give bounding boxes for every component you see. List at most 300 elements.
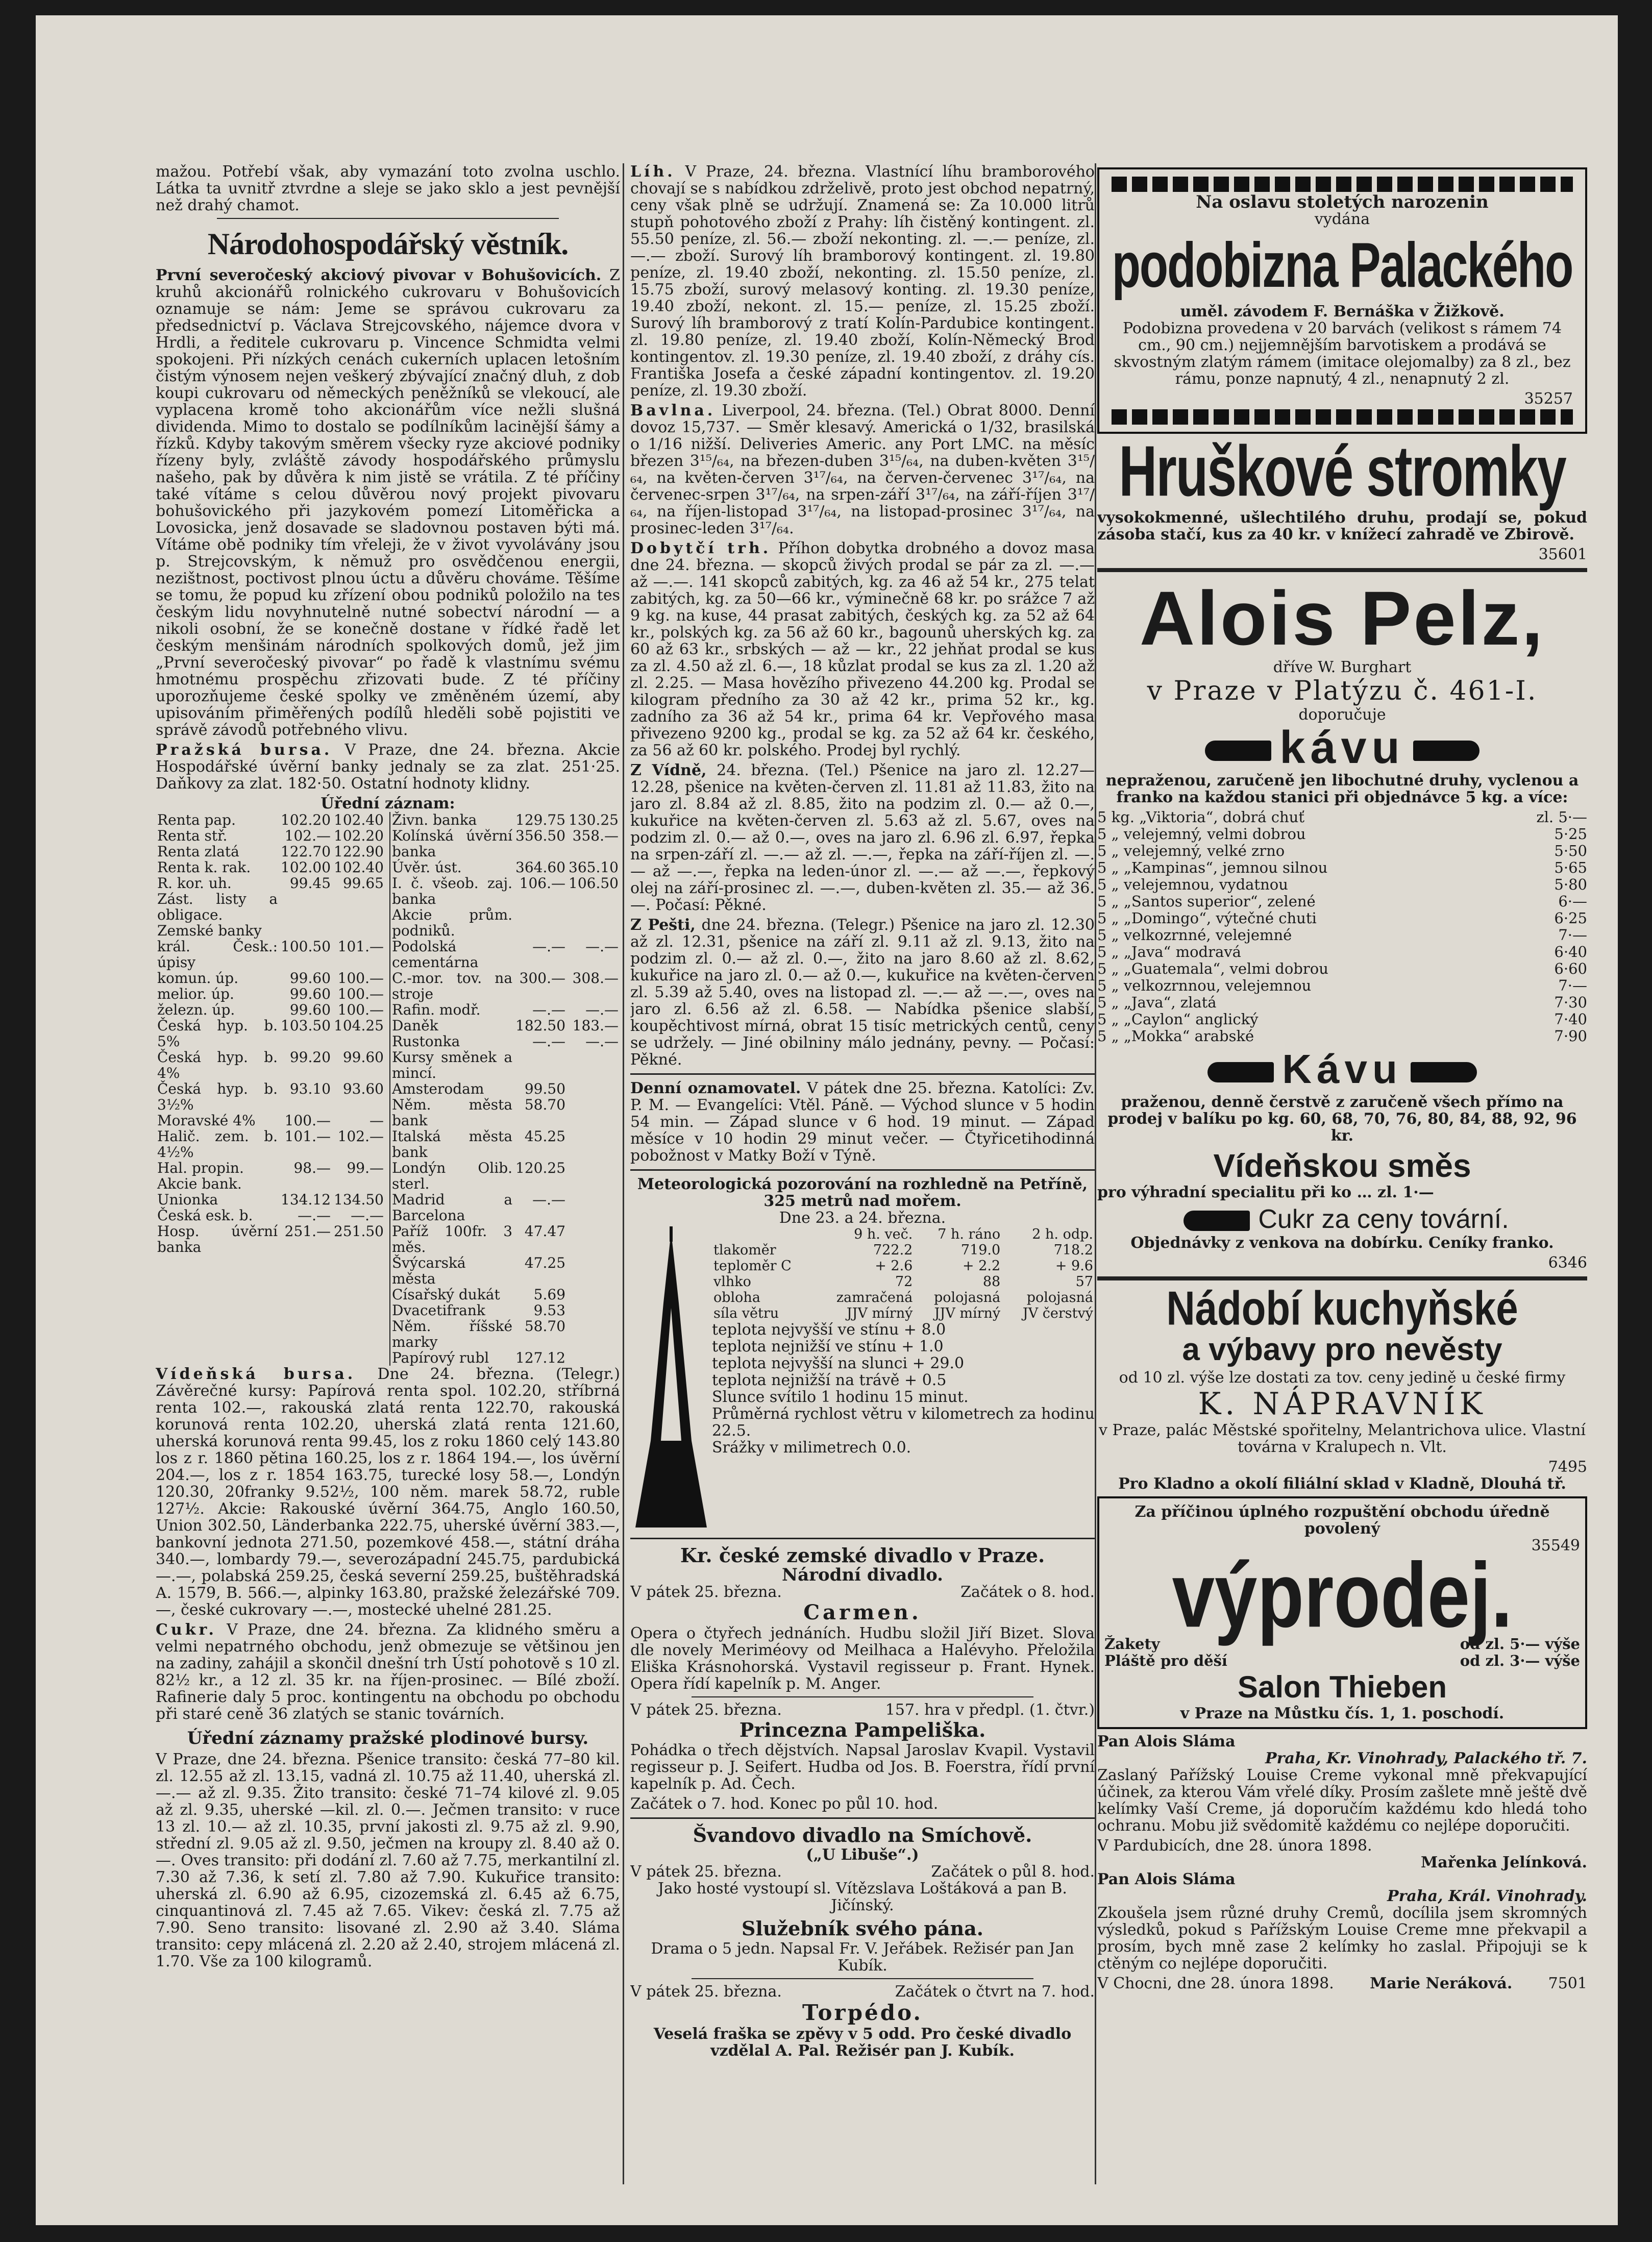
show-description: Drama o 5 jedn. Napsal Fr. V. Jeřábek. Režisér pan Jan Kubík. <box>651 1940 1074 1975</box>
table-cell: 57 <box>1075 1274 1093 1290</box>
table-cell: 98.— <box>293 1160 331 1176</box>
table-cell: 99.65 <box>342 875 384 892</box>
table-cell: 134.50 <box>334 1191 384 1208</box>
table-cell: Madrid a Barcelona <box>392 1191 513 1224</box>
article-cattle <box>630 540 1095 759</box>
table-row <box>390 828 620 859</box>
table-cell: 100.— <box>284 1112 331 1129</box>
article-title: Denní oznamovatel. <box>630 1079 801 1097</box>
pointing-hand-icon <box>1205 741 1271 761</box>
table-cell <box>567 1223 620 1255</box>
table-cell: JV čerstvý <box>1022 1305 1093 1321</box>
ad-code: 35601 <box>1538 546 1587 563</box>
table-row <box>156 1160 385 1176</box>
article-body: 24. března. (Tel.) Pšenice na jaro zl. 12.27—12.28, pšenice na květen-červen zl. 11.81 až 11.83, žito na jaro zl. 8.84 až zl. 8.85, žito na podzim zl. 0.— až 0.—, kukuřice na květen-červen zl. 5.63 až zl. 5.67, oves na podzim zl. 0.— až 0.—, oves na jaro zl. 6.96 zl. 6.97, řepka na srpen-září zl. —.— až zl. —.—, řepka na září-říjen zl. —.— až —.—, řepka na leden-únor zl. —.— až —.—, řepkový olej na září-prosinec zl. —.—, duben-květen zl. 35.— až 36.—. Počasí: Pěkné. <box>630 761 1095 914</box>
ad-headline: Na oslavu stoletých narozenin <box>1196 192 1489 212</box>
price-item: 5 „ „Guatemala“, velmi dobrou <box>1097 960 1328 977</box>
table-cell: 251.— <box>284 1223 331 1240</box>
article-bourse <box>156 742 620 792</box>
ad-title: výprodej. <box>1172 1543 1513 1646</box>
price-value: 5·65 <box>1554 859 1587 876</box>
table-cell: 365.10 <box>569 859 619 876</box>
ad-address: v Praze na Můstku čís. 1, 1. poschodí. <box>1180 1705 1505 1722</box>
table-cell: + 2.2 <box>963 1258 1001 1274</box>
price-item: 5 „ „Mokka“ arabské <box>1097 1027 1254 1045</box>
price-value: 7·40 <box>1554 1011 1587 1028</box>
testimonial-1 <box>1097 1733 1587 1871</box>
coffee-price-list <box>1097 809 1587 1045</box>
offer-item: Žakety <box>1104 1635 1160 1653</box>
show-title: Carmen. <box>803 1600 922 1624</box>
ad-border-ornament <box>1112 177 1573 192</box>
meteo-block <box>630 1226 1095 1533</box>
table-cell: 300.— <box>519 970 566 987</box>
table-cell: komun. úp. <box>157 970 239 987</box>
testimonial-recipient: Pan Alois Sláma <box>1097 1733 1236 1751</box>
table-cell: 99.50 <box>524 1080 566 1097</box>
table-cell: Halič. zem. b. 4½% <box>157 1128 278 1161</box>
ad-pear-trees <box>1097 431 1587 563</box>
show-description: Veselá fraška se zpěvy v 5 odd. Pro české divadlo vzdělal A. Pal. Režisér pan J. Kubík. <box>653 2025 1072 2060</box>
table-cell: 102.20 <box>334 827 384 844</box>
show-row <box>630 1983 1095 2000</box>
table-row <box>156 875 385 891</box>
show-time: Začátek o půl 8. hod. <box>931 1863 1095 1881</box>
ad-code: 35257 <box>1524 390 1573 408</box>
table-cell: JJV mírný <box>846 1305 913 1321</box>
table-cell <box>567 1097 620 1128</box>
table-cell: 99.45 <box>289 875 331 892</box>
table-cell: 100.— <box>337 986 384 1002</box>
table-cell: 7 h. ráno <box>938 1226 1001 1242</box>
table-row <box>156 1018 385 1049</box>
table-cell <box>567 1318 620 1350</box>
article-body: V Praze, 24. března. Vlastnící líhu bramborového chovají se s nabídkou zdrželivě, proto jest obchod nepatrný, ceny však plně se udržují. Znamená se: Za 10.000 litrů stupň pohotového zboží z Prahy: líh čistěný kontingent. zl. 55.50 peníze, zl. 56.— zboží nekonting. zl. —.— peníze, zl. —.— zboží. Surový líh bramborový kontingent. zl. 19.80 peníze, zl. 19.40 zboží, nekonting. zl. 15.50 peníze, zl. 15.75 zboží, surový melasový konting. zl. 19.30 peníze, 19.40 zboží, nekont. zl. 15.— peníze, zl. 15.25 zboží. Surový líh bramborový z tratí Kolín-Pardubice kontingent. zl. 19.80 peníze, zl. 19.40 zboží, Kolín-Německý Brod kontingentov. zl. 19.30 peníze, zl. 19.40 zboží, z dráhy cís. Františka Josefa a české západní kontingentov. zl. 19.20 peníze, zl. 19.30 zboží. <box>630 163 1095 400</box>
section-title: Národohospodářský věstník. <box>207 227 569 261</box>
table-cell: 101.— <box>284 1128 331 1145</box>
table-cell: Papírový rubl <box>392 1349 489 1366</box>
table-cell: zamračená <box>836 1290 913 1305</box>
show-footer: Začátek o 7. hod. Konec po půl 10. hod. <box>630 1795 939 1813</box>
show-date: V pátek 25. března. <box>630 1701 782 1719</box>
table-cell: 106.— <box>519 875 566 892</box>
article-title: Bavlna. <box>630 402 716 420</box>
offer-item: Pláště pro děší <box>1104 1652 1227 1669</box>
table-cell <box>567 1128 620 1160</box>
table-cell: I. č. všeob. zaj. banka <box>392 875 513 907</box>
article-pest <box>630 917 1095 1068</box>
show-description: Pohádka o třech dějstvích. Napsal Jaroslav Kvapil. Vystavil regisseur p. J. Seifert. Hudba od Jos. B. Foerstra, řídí první kapelník p. Ad. Čech. <box>630 1741 1095 1793</box>
table-cell: železn. úp. <box>157 1001 235 1018</box>
table-cell: 120.25 <box>515 1160 566 1176</box>
table-cell <box>332 1176 385 1192</box>
table-row <box>390 1287 620 1302</box>
table-cell: 103.50 <box>281 1017 331 1034</box>
table-cell: Hal. propin. <box>157 1160 244 1176</box>
table-cell: 722.2 <box>873 1242 913 1258</box>
article-body: V pátek dne 25. března. Katolíci: Zv. P. M. — Evangelíci: Vtěl. Páně. — Východ slunce v 5 hodin 54 min. — Západ slunce v 6 hod. 19 minut. — Západ měsíce v 10 hodin 29 minut večer. — Čtyřicetihodinná pobožnost v Matky Boží v Týně. <box>630 1079 1095 1165</box>
table-cell: Renta stř. <box>157 827 228 844</box>
theatre-title: Kr. české zemské divadlo v Praze. <box>680 1544 1045 1567</box>
table-row <box>156 1049 385 1081</box>
table-cell: — <box>369 1112 384 1129</box>
theatre-subtitle: Národní divadlo. <box>781 1565 944 1585</box>
article-brewery <box>156 267 620 738</box>
table-cell: Rafin. modř. <box>392 1001 481 1018</box>
price-value: 5·80 <box>1554 876 1587 893</box>
daily-notice <box>630 1080 1095 1164</box>
table-cell <box>567 1049 620 1081</box>
table-row <box>712 1258 1095 1274</box>
table-row <box>390 939 620 970</box>
table-cell: teploměr C <box>713 1258 792 1274</box>
table-cell: 99.60 <box>289 1001 331 1018</box>
ad-body: vysokokmenné, ušlechtilého druhu, prodají se, pokud zásoba stačí, kus za 40 kr. v knížecí zahradě ve Zbirově. <box>1097 509 1587 544</box>
price-item: 5 „ velejemný, velmi dobrou <box>1097 825 1306 843</box>
price-row <box>1097 960 1587 977</box>
testimonial-body: Zaslaný Pařížský Louise Creme vykonal mně překvapující účinek, za kterou Vám vřelé díky. Prosím zašlete mně ještě dvě kelímky Vaší Creme, já doporučím každému kdo hledá toho ochranu. Mobu již svědomitě každému co nejlépe doporučiti. <box>1097 1766 1587 1835</box>
article-body: V Praze, dne 24. března. Akcie Hospodářské úvěrní banky jednaly se za zlat. 251·25. Daňkovy za zlat. 182·50. Ostatní hodnoty klidny. <box>156 741 620 793</box>
meteo-date: Dne 23. a 24. března. <box>779 1209 946 1227</box>
table-cell: Kolínská úvěrní banka <box>392 827 513 860</box>
grain-body: V Praze, dne 24. března. Pšenice transito: česká 77–80 kil. zl. 12.55 až zl. 13.15, vadná zl. 10.75 až 11.40, uherská zl. —.— až zl. 9.35. Žito transito: české 71–74 kilové zl. 9.05 až zl. 9.35, uherské —kil. zl. 0.—. Ječmen transito: v ruce 13 zl. 10.— až zl. 10.35, první jakosti zl. 9.75 až zl. 9.90, střední zl. 9.05 až zl. 9.50, ječmen na kroupy zl. 8.40 až 0.—. Oves transito: při dodání zl. 7.60 až 7.75, merkantilní zl. 7.30 až 7.36, k setí zl. 7.80 až 7.90. Kukuřice transito: uherská zl. 6.90 až 6.95, cizozemská zl. 6.45 až 6.75, cinquantinová zl. 7.45 až 7.65. Vikev: česká zl. 7.75 až 7.90. Seno transito: lisované zl. 2.90 až 3.40. Sláma transito: cepy mlácená zl. 2.20 až 2.40, strojem mlácená zl. 1.70. Vše za 100 kilogramů. <box>156 1751 620 1970</box>
table-cell: 47.47 <box>524 1223 566 1240</box>
table-cell: 99.60 <box>342 1049 384 1066</box>
show-description: Opera o čtyřech jednáních. Hudbu složil Jiří Bizet. Slova dle novely Meriméovy od Meilhaca a Halévyho. Přeložila Eliška Krásnohorská. Vystavil regisseur p. Frant. Hynek. Opera řídí kapelník p. M. Anger. <box>630 1624 1095 1693</box>
table-cell: Paříž 100fr. 3 měs. <box>392 1223 513 1255</box>
article-body: Dne 24. března. (Telegr.) Závěrečné kursy: Papírová renta spol. 102.20, stříbrná renta 102.—, rakouská zlatá renta 122.70, rakouská korunová renta 102.20, uherská zlatá renta 121.60, uherská korunová renta 99.45, los z roku 1860 celý 143.80 los z r. 1860 pětina 160.25, los z r. 1864 194.—, los úvěrní 204.—, los z r. 1854 163.75, turecké losy 58.—, Londýn 120.30, 20franky 9.52½, 100 něm. marek 58.72, ruble 127½. Akcie: Rakouské úvěrní 364.75, Anglo 160.50, Union 302.50, Länderbanka 222.75, uherské úvěrní 383.—, bankovní jednota 271.50, pozemkové 458.—, státní dráha 340.—, lombardy 79.—, severozápadní 245.75, pardubická —.—, polabská 259.25, česká severní 259.25, buštěhradská A. 1579, B. 566.—, alpinky 163.80, pražské železářské 709.—, české cukrovary —.—, mostecké uhelné 281.25. <box>156 1365 620 1619</box>
article-vienna-bourse <box>156 1366 620 1618</box>
table-cell: —.— <box>532 1001 566 1018</box>
table-cell: 99.60 <box>289 986 331 1002</box>
price-item: 5 „ velejemný, velké zrno <box>1097 842 1285 859</box>
meteo-extra <box>712 1321 1095 1456</box>
ad-title: Alois Pelz, <box>1139 575 1545 661</box>
table-row <box>390 1049 620 1081</box>
table-cell: Podolská cementárna <box>392 938 479 971</box>
price-row <box>1097 994 1587 1011</box>
column-rule <box>1095 163 1096 2184</box>
ad-title-line2: a výbavy pro nevěsty <box>1182 1332 1502 1367</box>
price-row <box>1097 843 1587 859</box>
ad-address: v Praze v Platýzu č. 461-I. <box>1147 676 1538 706</box>
table-cell: 58.70 <box>524 1318 566 1335</box>
column-rule <box>623 163 624 2184</box>
ad-kavu-heading <box>1097 1045 1587 1094</box>
ad-subline: vydána <box>1314 210 1370 228</box>
table-cell: 102.40 <box>334 811 384 828</box>
table-cell: 93.10 <box>289 1080 331 1097</box>
table-row <box>390 859 620 875</box>
price-value: 7·90 <box>1554 1027 1587 1045</box>
table-row <box>156 859 385 875</box>
ad-headline: Za příčinou úplného rozpuštění obchodu úředně povolený <box>1135 1503 1550 1538</box>
table-cell: Něm. říšské marky <box>392 1318 513 1350</box>
table-cell: 100.— <box>337 1001 384 1018</box>
article-title: Vídeňská bursa. <box>156 1365 356 1383</box>
show-date: V pátek 25. března. <box>630 1863 782 1881</box>
table-row <box>390 1318 620 1350</box>
table-row <box>156 970 385 986</box>
ad-kavu-heading <box>1097 723 1587 772</box>
ad-company: K. NÁPRAVNÍK <box>1198 1386 1487 1422</box>
table-row <box>390 1302 620 1318</box>
ad-napravnik <box>1097 1281 1587 1493</box>
price-row <box>1097 944 1587 960</box>
table-row <box>390 1018 620 1033</box>
show-title: Torpédo. <box>802 2000 923 2025</box>
ad-palacky <box>1097 167 1587 434</box>
price-value: zl. 5·— <box>1536 808 1587 826</box>
table-cell: vlhko <box>713 1274 751 1290</box>
meteo-line: teplota nejnižší ve stínu + 1.0 <box>712 1338 944 1356</box>
table-cell: + 2.6 <box>875 1258 913 1274</box>
ad-code: 6346 <box>1548 1254 1587 1272</box>
table-row <box>156 828 385 844</box>
table-cell: 2 h. odp. <box>1032 1226 1093 1242</box>
table-row <box>390 1160 620 1192</box>
show-time: 157. hra v předpl. (1. čtvr.) <box>885 1701 1095 1719</box>
table-cell: —.— <box>351 1207 384 1224</box>
pointing-hand-icon <box>1183 1211 1250 1231</box>
price-row <box>1097 1011 1587 1028</box>
table-cell: Akcie prům. podniků. <box>392 906 513 939</box>
table-row <box>712 1226 1095 1242</box>
price-item: 5 „ „Caylon“ anglický <box>1097 1011 1259 1028</box>
table-cell: Moravské 4% <box>157 1112 256 1129</box>
table-row <box>712 1274 1095 1290</box>
table-row <box>390 1002 620 1018</box>
price-row <box>1097 876 1587 893</box>
article-body: Liverpool, 24. března. (Tel.) Obrat 8000. Denní dovoz 15,737. — Směr klesavý. Americká o 1/32, brasilská o 1/16 nižší. Deliveries Americ. any Port LMC. na měsíc březen 3¹⁵/₆₄, na březen-duben 3¹⁵/₆₄, na duben-květen 3¹⁵/₆₄, na květen-červen 3¹⁷/₆₄, na červen-červenec 3¹⁷/₆₄, na červenec-srpen 3¹⁷/₆₄, na srpen-září 3¹⁷/₆₄, na září-říjen 3¹⁷/₆₄, na říjen-listopad 3¹⁷/₆₄, na listopad-prosinec 3¹⁷/₆₄, na prosinec-leden 3¹⁷/₆₄. <box>630 402 1095 537</box>
table-cell: 129.75 <box>515 811 566 828</box>
ad-body: pro výhradní specialitu při ko … zl. 1·— <box>1097 1184 1434 1201</box>
article-intro: mažou. Potřebí však, aby vymazání toto zvolna uschlo. Látka ta uvnitř ztvrdne a sleje se jako sklo a jest pevnější než drahý chamot. <box>156 163 620 214</box>
table-cell: 102.20 <box>281 811 331 828</box>
article-vienna <box>630 762 1095 914</box>
column-markets <box>630 163 1095 2189</box>
table-cell: 127.12 <box>515 1349 566 1366</box>
show-row <box>630 1584 1095 1600</box>
article-title: Líh. <box>630 163 676 181</box>
ad-company: Salon Thieben <box>1237 1670 1447 1704</box>
article-title: Z Pešti, <box>630 916 696 934</box>
meteo-line: Srážky v milimetrech 0.0. <box>712 1439 911 1457</box>
table-cell: 102.— <box>284 827 331 844</box>
price-item: 5 „ „Domingo“, výtečné chuti <box>1097 909 1317 927</box>
meteo-line: Průměrná rychlost větru v kilometrech za hodinu 22.5. <box>712 1405 1095 1440</box>
meteo-line: teplota nejvyšší ve stínu + 8.0 <box>712 1321 946 1339</box>
price-value: 6·40 <box>1554 943 1587 960</box>
show-title: Služebník svého pána. <box>742 1917 983 1940</box>
ad-thieben <box>1097 1496 1587 1729</box>
table-cell <box>514 907 567 939</box>
table-cell: 183.— <box>572 1017 619 1034</box>
table-cell: 47.25 <box>524 1254 566 1271</box>
table-cell: Zemské banky <box>157 922 262 939</box>
show-date: V pátek 25. března. <box>630 1583 782 1601</box>
table-cell <box>514 1049 567 1081</box>
table-cell: 99.60 <box>289 970 331 987</box>
meteo-subtitle: 325 metrů nad mořem. <box>763 1192 961 1210</box>
article-title: Cukr. <box>156 1621 217 1639</box>
table-cell: 358.— <box>572 827 619 844</box>
price-value: 6·25 <box>1554 909 1587 927</box>
table-cell <box>332 923 385 939</box>
price-value: 5·25 <box>1554 825 1587 843</box>
table-cell: polojasná <box>1026 1290 1093 1305</box>
ad-title: podobizna Palackého <box>1112 230 1573 301</box>
table-cell: 88 <box>982 1274 1001 1290</box>
table-cell: polojasná <box>933 1290 1001 1305</box>
meteo-table <box>712 1226 1095 1321</box>
table-cell: 100.50 <box>281 938 331 955</box>
table-cell: 102.40 <box>334 859 384 876</box>
price-item: 5 „ „Java“ modravá <box>1097 943 1241 960</box>
meteo-line: teplota nejnižší na trávě + 0.5 <box>712 1371 947 1389</box>
table-row <box>390 875 620 907</box>
price-row <box>1097 893 1587 910</box>
ad-body: praženou, denně čerstvě z zaručeně všech přímo na prodej v balíku po kg. 60, 68, 70, 76, 80, 84, 88, 92, 96 kr. <box>1107 1093 1577 1145</box>
meteo-title: Meteorologická pozorování na rozhledně na Petříně, <box>637 1175 1088 1193</box>
table-row <box>712 1242 1095 1258</box>
show-title: Princezna Pampeliška. <box>739 1718 986 1741</box>
table-cell: 72 <box>895 1274 913 1290</box>
price-row <box>1097 977 1587 994</box>
offer-price: od zl. 3·— výše <box>1460 1652 1580 1669</box>
table-cell: Daněk <box>392 1017 438 1034</box>
table-cell: melior. úp. <box>157 986 234 1002</box>
ad-title: Hruškové stromky <box>1119 431 1566 512</box>
table-header: Úřední záznam: <box>320 795 455 812</box>
table-row <box>712 1305 1095 1321</box>
ad-title: Nádobí kuchyňské <box>1166 1281 1518 1335</box>
price-value: 7·— <box>1558 977 1587 994</box>
meteo-line: Slunce svítilo 1 hodinu 15 minut. <box>712 1388 969 1406</box>
article-title: Z Vídně, <box>630 761 707 779</box>
meteo-line: teplota nejvyšší na slunci + 29.0 <box>712 1354 965 1372</box>
table-cell <box>567 1302 620 1318</box>
table-cell: —.— <box>585 938 619 955</box>
table-cell <box>567 1081 620 1097</box>
table-cell: 58.70 <box>524 1096 566 1113</box>
ad-body: od 10 zl. výše lze dostati za tov. ceny jedině u české firmy <box>1119 1369 1566 1387</box>
table-row <box>390 907 620 939</box>
ad-code: 7495 <box>1548 1458 1587 1476</box>
table-cell: —.— <box>532 1033 566 1050</box>
price-row <box>1097 910 1587 927</box>
price-value: 7·30 <box>1554 994 1587 1011</box>
table-row <box>390 812 620 828</box>
ad-branch: Pro Kladno a okolí filiální sklad v Kladně, Dlouhá tř. <box>1118 1475 1566 1493</box>
ad-body: nepraženou, zaručeně jen libochutné druhy, vyclenou a franko na každou stanici při objednávce 5 kg. a více: <box>1105 772 1579 806</box>
table-cell <box>279 1176 332 1192</box>
table-cell: Císařský dukát <box>392 1286 500 1303</box>
table-cell: Česká esk. b. <box>157 1207 253 1224</box>
show-row <box>630 1702 1095 1718</box>
table-cell: 45.25 <box>524 1128 566 1145</box>
ad-byline: uměl. závodem F. Bernáška v Žižkově. <box>1180 303 1505 321</box>
newspaper-page <box>36 15 1618 2225</box>
table-row <box>156 1002 385 1018</box>
show-guests: Jako hosté vystoupí sl. Vítězslava Loštáková a pan B. Jičínský. <box>658 1880 1067 1914</box>
petrin-tower-illustration <box>630 1226 712 1533</box>
price-item: 5 „ „Java“, zlatá <box>1097 994 1217 1011</box>
show-time: Začátek o 8. hod. <box>960 1583 1095 1601</box>
table-cell: 130.25 <box>569 811 619 828</box>
table-cell <box>567 1255 620 1287</box>
table-cell: Hosp. úvěrní banka <box>157 1223 278 1255</box>
offer-row <box>1104 1653 1580 1669</box>
table-row <box>390 1128 620 1160</box>
table-cell: Švýcarská města <box>392 1254 466 1287</box>
ad-address: v Praze, palác Městské spořitelny, Melantrichova ulice. Vlastní továrna v Kralupech n. Vlt. <box>1098 1421 1586 1456</box>
table-cell: 364.60 <box>515 859 566 876</box>
ad-footer: Objednávky z venkova na dobírku. Ceníky franko. <box>1130 1234 1554 1252</box>
table-cell: Rustonka <box>392 1033 460 1050</box>
table-row <box>156 1192 385 1208</box>
table-cell: 102.— <box>337 1128 384 1145</box>
table-row <box>390 1081 620 1097</box>
table-cell: C.-mor. tov. na stroje <box>392 970 513 1002</box>
bourse-table-right <box>390 812 620 1366</box>
table-cell: Renta zlatá <box>157 843 239 860</box>
table-cell: Amsterodam <box>392 1080 484 1097</box>
table-row <box>156 891 385 923</box>
article-title: Pražská bursa. <box>156 741 333 759</box>
table-cell <box>567 1287 620 1302</box>
table-cell: Něm. města bank <box>392 1096 513 1129</box>
article-title: První severočeský akciový pivovar v Bohušovicích. <box>156 266 602 284</box>
price-row <box>1097 859 1587 876</box>
table-row <box>390 1192 620 1223</box>
testimonial-address: Praha, Král. Vinohrady. <box>1387 1887 1587 1905</box>
ad-border-ornament <box>1112 409 1573 425</box>
table-cell: tlakoměr <box>713 1242 776 1258</box>
testimonial-recipient: Pan Alois Sláma <box>1097 1870 1236 1888</box>
table-cell: 93.60 <box>342 1080 384 1097</box>
ad-code: 7501 <box>1548 1975 1587 1992</box>
table-row <box>712 1290 1095 1305</box>
table-cell: Renta k. rak. <box>157 859 251 876</box>
table-row <box>156 812 385 828</box>
bourse-table-left <box>156 812 385 1255</box>
table-cell: Zást. listy a obligace. <box>157 891 278 923</box>
testimonial-place: V Chocni, dne 28. února 1898. <box>1097 1975 1334 1992</box>
table-cell: 251.50 <box>334 1223 384 1240</box>
column-ads <box>1097 163 1587 2189</box>
ad-subline: dříve W. Burghart <box>1273 658 1412 676</box>
ad-pelz-coffee <box>1097 577 1587 1271</box>
table-cell: 100.— <box>337 970 384 987</box>
table-cell: 122.70 <box>281 843 331 860</box>
table-cell: Renta pap. <box>157 811 236 828</box>
table-cell: Unionka <box>157 1191 218 1208</box>
table-cell: 99.— <box>347 1160 384 1176</box>
price-item: 5 „ velejemnou, vydatnou <box>1097 876 1288 893</box>
table-cell: 99.20 <box>289 1049 331 1066</box>
table-cell: Úvěr. úst. <box>392 859 462 876</box>
table-row <box>156 986 385 1002</box>
price-item: 5 „ velkozrnné, velejemné <box>1097 926 1292 944</box>
table-cell: 102.00 <box>281 859 331 876</box>
table-cell <box>712 1226 814 1242</box>
article-body: Z kruhů akcionářů rolnického cukrovaru v Bohušovicích oznamuje se nám: Jeme se správou cukrovaru za předsednictví p. Václava Strejcovského, nájemce dvora v Hrdli, a ředitele cukrovaru p. Vincence Schmidta velmi spokojeni. Při nízkých cenách cukerních uplacen letošním čistým výnosem nejen veškerý zbývající značný dluh, z dob koupi cukrovaru od německých peněžníků se vlekoucí, ale vyplacena kromě toho akcionářům více nežli slušná dividenda. Mimo to dostalo se podílníkům lacinější šámy a řízků. Kdyby takovým směrem všecky ryze akciové podniky řízeny byly, zvláště závody hospodářského průmyslu našeho, pak by důvěra k nim jistě se vrátila. Z té příčiny také vítáme s celou důvěrou nový projekt pivovaru bohušovického při jazykovém pomezí Litoměřicka a Lovosicka, jenž dosavade se sladovnou postaven býti má. Vítáme obě podniky tím vřeleji, že v život vyvolávány jsou p. Strejcovským, k němuž pro osvědčenou energii, nezištnost, poctivost plnou úctu a důvěru chováme. Těšíme se tomu, že popud ku zřízení obou podniků položilo na tes českým lidu novyhnutelně nutné sobectví národní — a nikoli osobní, že se konečně dostane v řídké řadě let českým menšinám národních spolkových domů, jež jim „První severočeský pivovar“ po řadě k vlastnímu svému hmotnému prospěchu zřizovati bude. Z té příčiny uporozňujeme české spolky ve změněném území, aby upisováním přiměřených podílů hleděli sobě pojistiti ve správě závodů potřebného vlivu. <box>156 266 620 739</box>
table-row <box>390 970 620 1002</box>
table-cell: —.— <box>532 938 566 955</box>
ad-subline: doporučuje <box>1298 706 1386 724</box>
article-title: Dobytčí trh. <box>630 539 772 557</box>
